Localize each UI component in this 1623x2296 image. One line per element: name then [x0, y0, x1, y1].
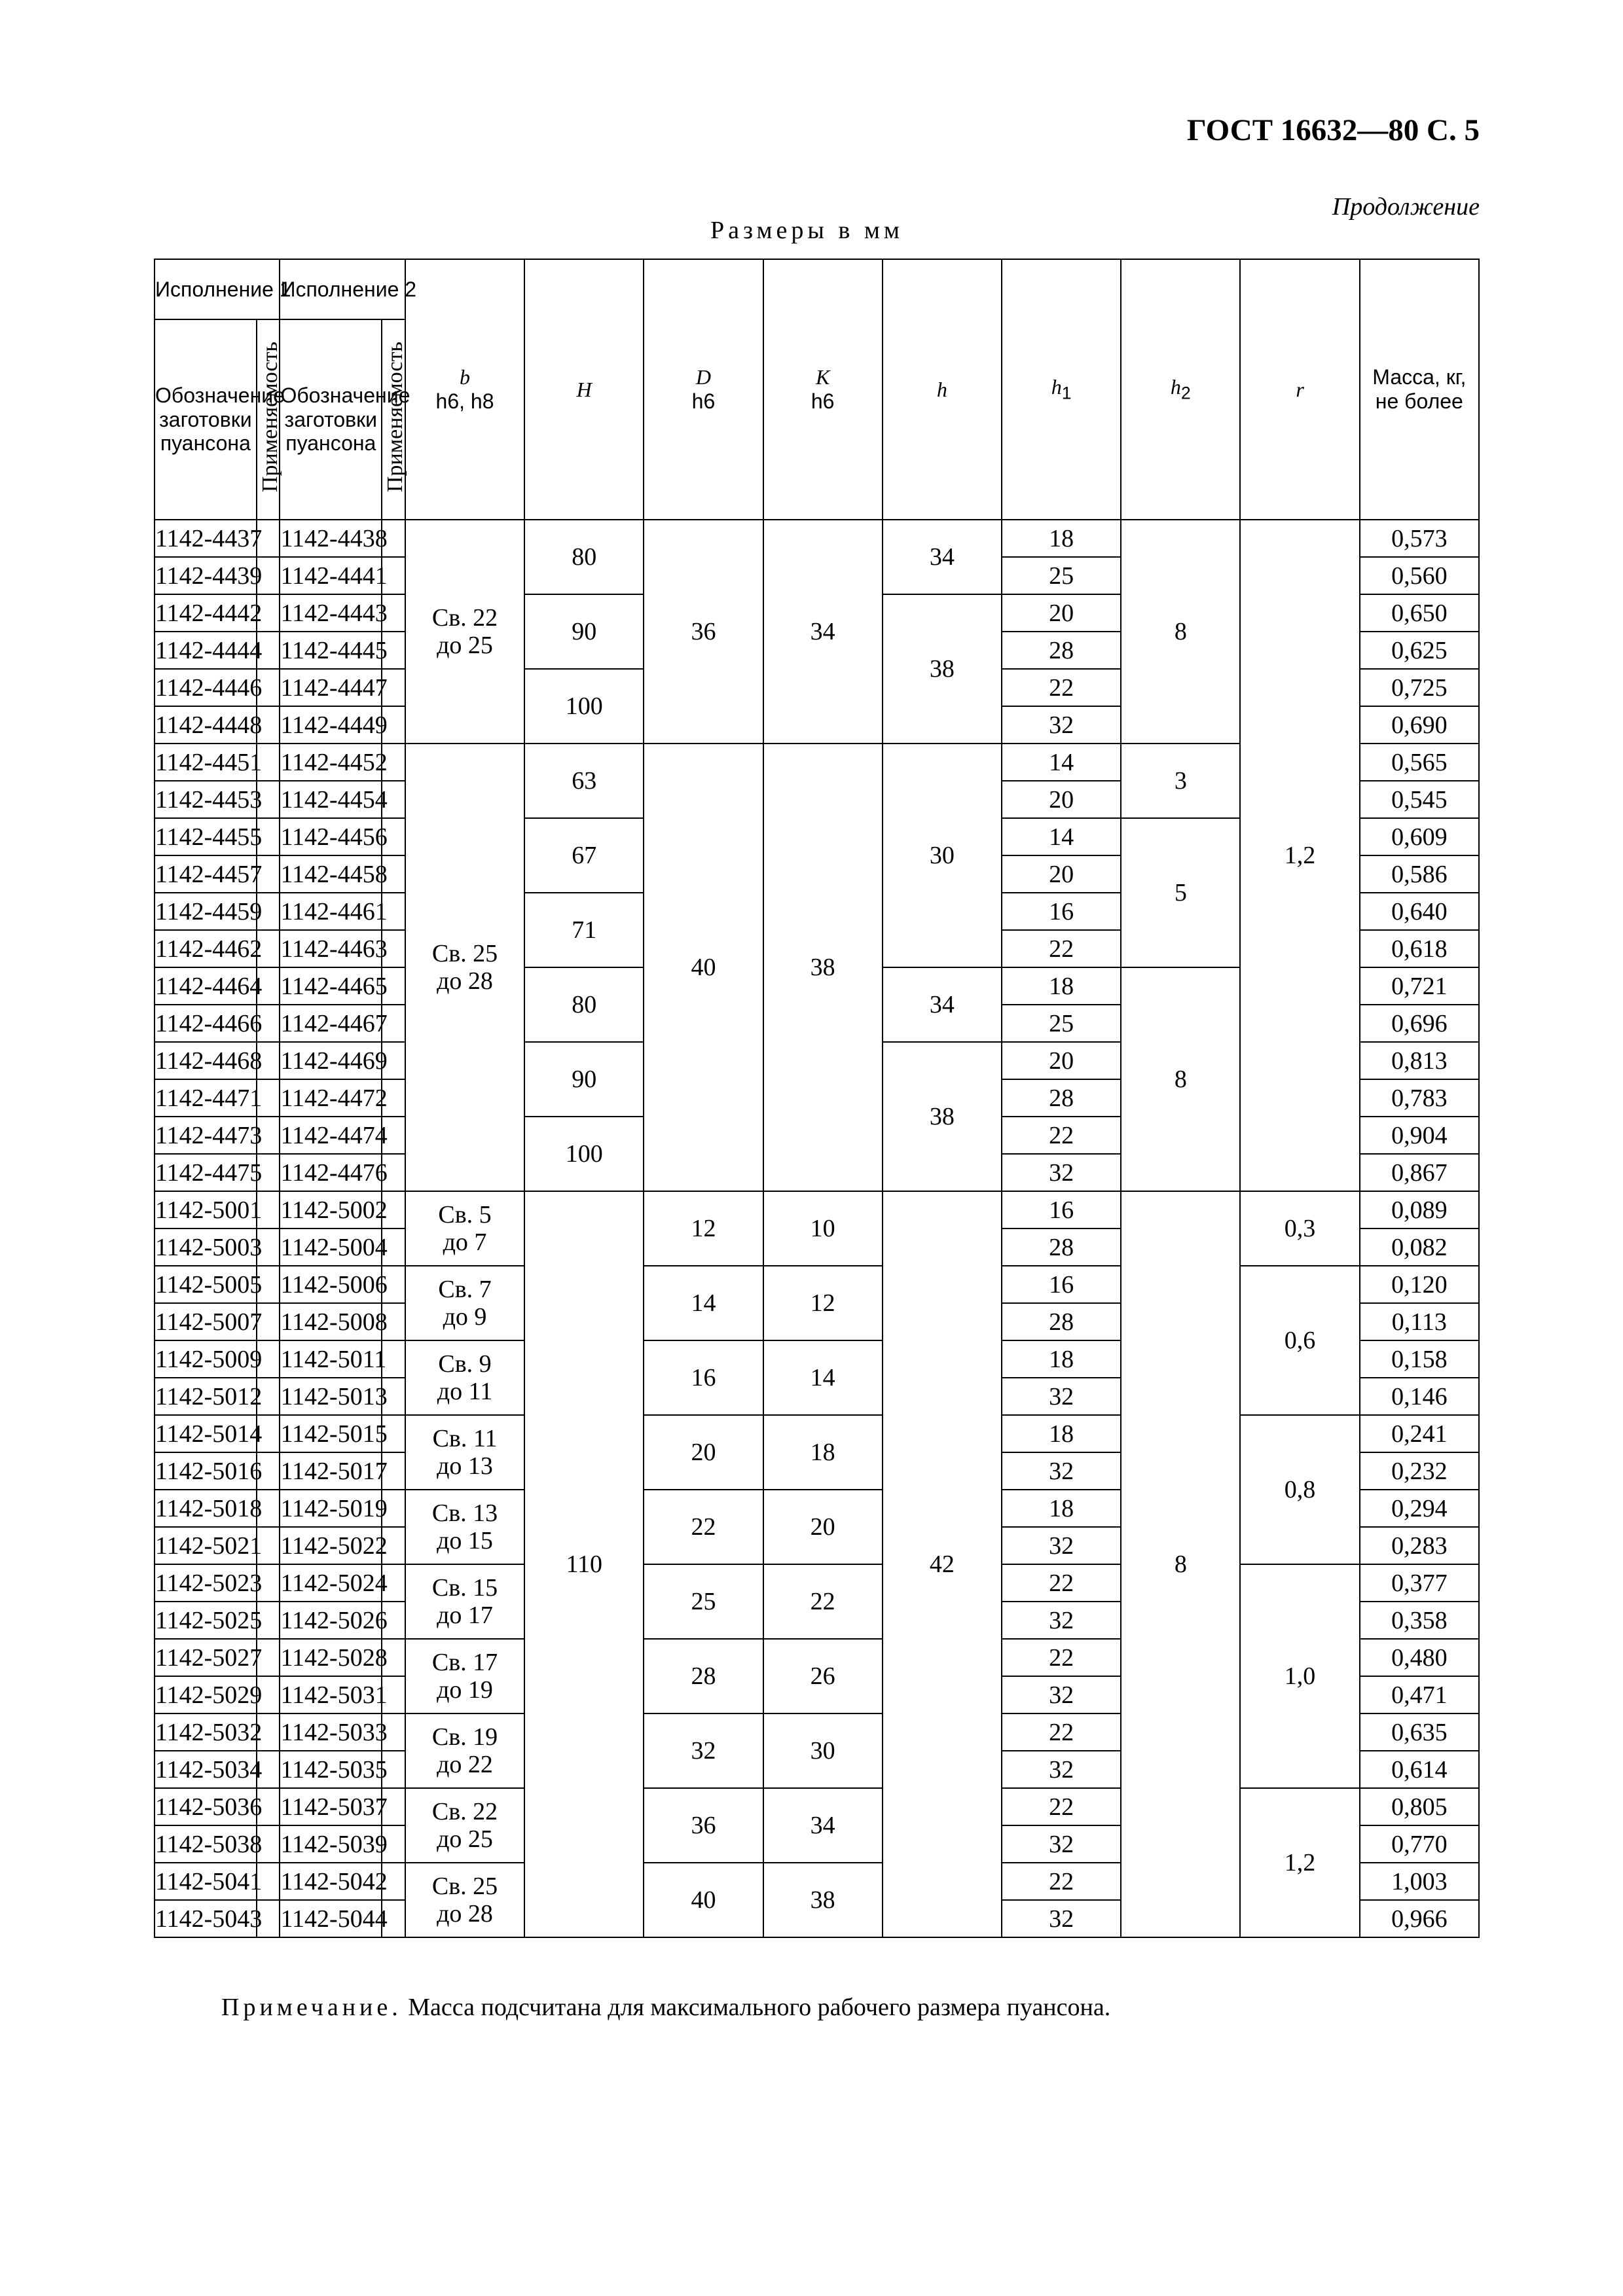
cell-designation-2: 1142-5042 [280, 1863, 382, 1900]
cell-h: 30 [883, 744, 1002, 967]
cell-H: 110 [524, 1191, 644, 1937]
cell-h1: 22 [1002, 669, 1121, 706]
cell-designation-1: 1142-5021 [155, 1527, 257, 1564]
cell-r: 0,3 [1240, 1191, 1359, 1266]
cell-designation-1: 1142-4453 [155, 781, 257, 818]
cell-h1: 32 [1002, 1154, 1121, 1191]
cell-h1: 20 [1002, 781, 1121, 818]
cell-h1: 16 [1002, 1191, 1121, 1229]
header-r [1240, 259, 1359, 520]
cell-mass: 0,650 [1360, 594, 1479, 632]
cell-designation-1: 1142-5012 [155, 1378, 257, 1415]
cell-mass: 0,618 [1360, 930, 1479, 967]
cell-K: 34 [763, 1788, 883, 1863]
cell-H: 80 [524, 520, 644, 594]
cell-mass: 0,867 [1360, 1154, 1479, 1191]
applicability-label-2: Применяемость [383, 342, 408, 493]
cell-H: 63 [524, 744, 644, 818]
cell-b [405, 1266, 524, 1340]
cell-designation-2: 1142-4467 [280, 1005, 382, 1042]
cell-designation-1: 1142-4446 [155, 669, 257, 706]
cell-h1: 22 [1002, 1117, 1121, 1154]
cell-mass: 0,113 [1360, 1303, 1479, 1340]
cell-K: 38 [763, 1863, 883, 1937]
cell-designation-2: 1142-5013 [280, 1378, 382, 1415]
cell-b-from: Св. 25 [431, 940, 498, 967]
cell-h1: 14 [1002, 818, 1121, 855]
cell-designation-1: 1142-5023 [155, 1564, 257, 1602]
cell-designation-1: 1142-4448 [155, 706, 257, 744]
header-D-tolerance: h6 [691, 389, 716, 413]
cell-K: 18 [763, 1415, 883, 1490]
cell-mass: 0,241 [1360, 1415, 1479, 1452]
cell-D: 22 [644, 1490, 763, 1564]
cell-designation-1: 1142-5014 [155, 1415, 257, 1452]
cell-h1: 32 [1002, 1825, 1121, 1863]
cell-mass: 0,696 [1360, 1005, 1479, 1042]
cell-designation-2: 1142-4469 [280, 1042, 382, 1079]
header-K-symbol: K [816, 365, 830, 389]
cell-designation-1: 1142-5036 [155, 1788, 257, 1825]
cell-designation-2: 1142-4449 [280, 706, 382, 744]
cell-mass: 0,813 [1360, 1042, 1479, 1079]
header-h1-symbol: h [1051, 375, 1062, 399]
table-row [155, 1266, 1479, 1303]
header-b-symbol: b [460, 365, 471, 389]
cell-h1: 22 [1002, 1788, 1121, 1825]
cell-h1: 22 [1002, 1639, 1121, 1676]
cell-h1: 32 [1002, 1751, 1121, 1788]
table-row [155, 1788, 1479, 1825]
cell-b-to: до 25 [437, 632, 493, 659]
cell-designation-2: 1142-5002 [280, 1191, 382, 1229]
cell-designation-2: 1142-5004 [280, 1229, 382, 1266]
cell-designation-1: 1142-5043 [155, 1900, 257, 1937]
cell-b-to: до 17 [437, 1602, 493, 1629]
cell-designation-2: 1142-5015 [280, 1415, 382, 1452]
cell-h1: 18 [1002, 1415, 1121, 1452]
cell-h2: 3 [1121, 744, 1240, 818]
cell-mass: 0,545 [1360, 781, 1479, 818]
cell-b-from: Св. 7 [438, 1276, 492, 1303]
cell-designation-2: 1142-4458 [280, 855, 382, 893]
cell-mass: 0,805 [1360, 1788, 1479, 1825]
cell-designation-2: 1142-4454 [280, 781, 382, 818]
cell-designation-2: 1142-4441 [280, 557, 382, 594]
cell-mass: 0,614 [1360, 1751, 1479, 1788]
cell-designation-1: 1142-4444 [155, 632, 257, 669]
cell-H: 90 [524, 594, 644, 669]
cell-designation-1: 1142-4475 [155, 1154, 257, 1191]
cell-D: 32 [644, 1713, 763, 1788]
cell-designation-1: 1142-5041 [155, 1863, 257, 1900]
cell-designation-1: 1142-5029 [155, 1676, 257, 1713]
cell-b-to: до 22 [437, 1751, 493, 1778]
footnote-text: Масса подсчитана для максимального рабочего размера пуансона. [408, 1994, 1111, 2021]
cell-mass: 0,480 [1360, 1639, 1479, 1676]
cell-designation-2: 1142-4443 [280, 594, 382, 632]
cell-b-to: до 28 [437, 1900, 493, 1928]
cell-b-from: Св. 17 [431, 1649, 498, 1676]
cell-b-from: Св. 25 [431, 1873, 498, 1900]
cell-b-to: до 11 [437, 1378, 493, 1405]
cell-h1: 18 [1002, 520, 1121, 557]
cell-mass: 0,609 [1360, 818, 1479, 855]
cell-designation-2: 1142-4476 [280, 1154, 382, 1191]
cell-designation-1: 1142-5005 [155, 1266, 257, 1303]
cell-b [405, 1490, 524, 1564]
cell-designation-1: 1142-4466 [155, 1005, 257, 1042]
cell-h1: 20 [1002, 855, 1121, 893]
cell-D: 36 [644, 1788, 763, 1863]
cell-r: 1,0 [1240, 1564, 1359, 1788]
cell-mass: 0,471 [1360, 1676, 1479, 1713]
cell-designation-2: 1142-5037 [280, 1788, 382, 1825]
header-h2-subscript: 2 [1180, 383, 1191, 403]
cell-mass: 0,120 [1360, 1266, 1479, 1303]
cell-h1: 25 [1002, 557, 1121, 594]
cell-h1: 18 [1002, 1490, 1121, 1527]
cell-mass: 0,770 [1360, 1825, 1479, 1863]
cell-designation-2: 1142-5031 [280, 1676, 382, 1713]
header-D-symbol: D [695, 365, 711, 389]
cell-designation-1: 1142-5001 [155, 1191, 257, 1229]
cell-K: 12 [763, 1266, 883, 1340]
cell-K: 34 [763, 520, 883, 744]
header-b-tolerance: h6, h8 [435, 389, 494, 413]
cell-mass: 0,294 [1360, 1490, 1479, 1527]
cell-h1: 32 [1002, 1602, 1121, 1639]
cell-b-to: до 15 [437, 1527, 493, 1554]
cell-designation-1: 1142-5038 [155, 1825, 257, 1863]
cell-designation-1: 1142-5032 [155, 1713, 257, 1751]
cell-h: 34 [883, 967, 1002, 1042]
cell-h2: 8 [1121, 1191, 1240, 1937]
cell-h1: 32 [1002, 1676, 1121, 1713]
cell-mass: 0,966 [1360, 1900, 1479, 1937]
cell-h1: 22 [1002, 1863, 1121, 1900]
cell-h2: 8 [1121, 520, 1240, 744]
header-h2 [1121, 259, 1240, 520]
cell-b [405, 1340, 524, 1415]
cell-h1: 32 [1002, 1452, 1121, 1490]
applicability-label-1: Применяемость [257, 342, 282, 493]
header-D [644, 259, 763, 520]
cell-r: 1,2 [1240, 520, 1359, 1191]
cell-b [405, 1191, 524, 1266]
cell-mass: 0,725 [1360, 669, 1479, 706]
cell-designation-2: 1142-5033 [280, 1713, 382, 1751]
cell-mass: 0,625 [1360, 632, 1479, 669]
cell-designation-2: 1142-4472 [280, 1079, 382, 1117]
cell-designation-2: 1142-4438 [280, 520, 382, 557]
cell-r: 0,8 [1240, 1415, 1359, 1564]
cell-H: 71 [524, 893, 644, 967]
cell-designation-1: 1142-4462 [155, 930, 257, 967]
cell-mass: 0,146 [1360, 1378, 1479, 1415]
cell-b [405, 1415, 524, 1490]
cell-mass: 0,573 [1360, 520, 1479, 557]
cell-designation-2: 1142-4452 [280, 744, 382, 781]
cell-mass: 0,560 [1360, 557, 1479, 594]
cell-h2: 5 [1121, 818, 1240, 967]
cell-designation-1: 1142-4439 [155, 557, 257, 594]
cell-designation-2: 1142-5011 [280, 1340, 382, 1378]
cell-designation-1: 1142-5027 [155, 1639, 257, 1676]
header-h1 [1002, 259, 1121, 520]
cell-designation-1: 1142-4468 [155, 1042, 257, 1079]
table-row [155, 1564, 1479, 1602]
cell-mass: 0,158 [1360, 1340, 1479, 1378]
cell-b [405, 1788, 524, 1863]
cell-mass: 0,082 [1360, 1229, 1479, 1266]
cell-designation-1: 1142-4437 [155, 520, 257, 557]
cell-h1: 32 [1002, 1527, 1121, 1564]
table-body [155, 520, 1479, 1937]
cell-D: 16 [644, 1340, 763, 1415]
cell-H: 100 [524, 1117, 644, 1191]
cell-H: 90 [524, 1042, 644, 1117]
cell-designation-2: 1142-5028 [280, 1639, 382, 1676]
cell-mass: 0,377 [1360, 1564, 1479, 1602]
cell-designation-1: 1142-4457 [155, 855, 257, 893]
cell-b [405, 1863, 524, 1937]
header-applicability-2 [382, 319, 408, 520]
cell-b-from: Св. 19 [431, 1723, 498, 1751]
cell-designation-1: 1142-4451 [155, 744, 257, 781]
cell-mass: 0,721 [1360, 967, 1479, 1005]
cell-designation-2: 1142-4463 [280, 930, 382, 967]
header-H-symbol: H [576, 377, 592, 401]
header-mass: Масса, кг, не более [1360, 259, 1479, 520]
cell-b-to: до 13 [437, 1452, 493, 1480]
cell-mass: 0,358 [1360, 1602, 1479, 1639]
cell-H: 100 [524, 669, 644, 744]
cell-h1: 28 [1002, 1079, 1121, 1117]
cell-designation-1: 1142-4459 [155, 893, 257, 930]
cell-b-from: Св. 13 [431, 1499, 498, 1527]
cell-D: 14 [644, 1266, 763, 1340]
cell-h1: 22 [1002, 1564, 1121, 1602]
cell-H: 80 [524, 967, 644, 1042]
cell-D: 36 [644, 520, 763, 744]
cell-H: 67 [524, 818, 644, 893]
header-applicability-1 [257, 319, 280, 520]
cell-designation-2: 1142-5024 [280, 1564, 382, 1602]
cell-h1: 32 [1002, 706, 1121, 744]
cell-designation-2: 1142-5039 [280, 1825, 382, 1863]
cell-designation-2: 1142-4461 [280, 893, 382, 930]
cell-designation-2: 1142-4445 [280, 632, 382, 669]
page-header: ГОСТ 16632—80 С. 5 [1186, 113, 1480, 147]
cell-b [405, 1713, 524, 1788]
header-designation-1: Обозначение заготовки пуансона [155, 319, 257, 520]
cell-designation-2: 1142-5017 [280, 1452, 382, 1490]
cell-h: 42 [883, 1191, 1002, 1937]
cell-b [405, 744, 524, 1191]
cell-h: 38 [883, 1042, 1002, 1191]
header-designation-2: Обозначение заготовки пуансона [280, 319, 382, 520]
cell-r: 0,6 [1240, 1266, 1359, 1415]
header-h [883, 259, 1002, 520]
header-h-symbol: h [936, 377, 947, 401]
cell-h1: 14 [1002, 744, 1121, 781]
cell-designation-1: 1142-5034 [155, 1751, 257, 1788]
cell-designation-1: 1142-4442 [155, 594, 257, 632]
cell-b-from: Св. 22 [431, 604, 498, 632]
cell-K: 10 [763, 1191, 883, 1266]
cell-mass: 1,003 [1360, 1863, 1479, 1900]
cell-K: 38 [763, 744, 883, 1191]
cell-h: 34 [883, 520, 1002, 594]
cell-designation-2: 1142-4465 [280, 967, 382, 1005]
cell-designation-2: 1142-4456 [280, 818, 382, 855]
cell-b-from: Св. 5 [438, 1201, 492, 1229]
cell-h1: 16 [1002, 893, 1121, 930]
cell-mass: 0,635 [1360, 1713, 1479, 1751]
cell-h1: 22 [1002, 1713, 1121, 1751]
table-row [155, 520, 1479, 557]
cell-h1: 28 [1002, 632, 1121, 669]
cell-h1: 16 [1002, 1266, 1121, 1303]
header-r-symbol: r [1296, 377, 1304, 401]
cell-designation-1: 1142-5003 [155, 1229, 257, 1266]
footnote [221, 1993, 1110, 2022]
cell-b-to: до 19 [437, 1676, 493, 1704]
cell-b-to: до 9 [443, 1303, 487, 1331]
cell-designation-1: 1142-4455 [155, 818, 257, 855]
cell-mass: 0,586 [1360, 855, 1479, 893]
cell-mass: 0,904 [1360, 1117, 1479, 1154]
header-variant-2: Исполнение 2 [280, 259, 405, 319]
cell-designation-2: 1142-5008 [280, 1303, 382, 1340]
header-H [524, 259, 644, 520]
cell-D: 40 [644, 744, 763, 1191]
cell-K: 14 [763, 1340, 883, 1415]
cell-mass: 0,089 [1360, 1191, 1479, 1229]
cell-b-from: Св. 9 [438, 1350, 492, 1378]
cell-D: 25 [644, 1564, 763, 1639]
cell-D: 28 [644, 1639, 763, 1713]
cell-K: 22 [763, 1564, 883, 1639]
cell-designation-2: 1142-5044 [280, 1900, 382, 1937]
cell-designation-1: 1142-5018 [155, 1490, 257, 1527]
cell-h1: 25 [1002, 1005, 1121, 1042]
cell-mass: 0,232 [1360, 1452, 1479, 1490]
cell-designation-2: 1142-5022 [280, 1527, 382, 1564]
cell-h1: 20 [1002, 594, 1121, 632]
footnote-label: Примечание. [221, 1994, 402, 2021]
cell-designation-1: 1142-5009 [155, 1340, 257, 1378]
cell-h2: 8 [1121, 967, 1240, 1191]
cell-mass: 0,565 [1360, 744, 1479, 781]
cell-b-to: до 28 [437, 967, 493, 995]
cell-designation-2: 1142-5026 [280, 1602, 382, 1639]
cell-h1: 28 [1002, 1303, 1121, 1340]
cell-designation-1: 1142-5007 [155, 1303, 257, 1340]
table-row [155, 1415, 1479, 1452]
cell-designation-1: 1142-4473 [155, 1117, 257, 1154]
cell-designation-1: 1142-4464 [155, 967, 257, 1005]
cell-designation-2: 1142-5006 [280, 1266, 382, 1303]
cell-b [405, 520, 524, 744]
cell-designation-2: 1142-5019 [280, 1490, 382, 1527]
header-h1-subscript: 1 [1061, 383, 1072, 403]
cell-mass: 0,283 [1360, 1527, 1479, 1564]
continuation-label: Продолжение [1332, 193, 1480, 221]
header-K [763, 259, 883, 520]
cell-b-to: до 25 [437, 1825, 493, 1853]
cell-designation-1: 1142-4471 [155, 1079, 257, 1117]
cell-b-from: Св. 22 [431, 1798, 498, 1825]
cell-K: 26 [763, 1639, 883, 1713]
cell-b-from: Св. 11 [432, 1425, 498, 1452]
cell-b [405, 1564, 524, 1639]
cell-designation-1: 1142-5025 [155, 1602, 257, 1639]
cell-b-to: до 7 [443, 1229, 487, 1256]
cell-mass: 0,690 [1360, 706, 1479, 744]
cell-designation-2: 1142-4474 [280, 1117, 382, 1154]
dimensions-table [154, 259, 1480, 1938]
cell-designation-2: 1142-5035 [280, 1751, 382, 1788]
cell-h1: 28 [1002, 1229, 1121, 1266]
header-variant-1: Исполнение 1 [155, 259, 280, 319]
cell-mass: 0,783 [1360, 1079, 1479, 1117]
cell-D: 40 [644, 1863, 763, 1937]
cell-b [405, 1639, 524, 1713]
units-caption: Размеры в мм [710, 217, 903, 244]
cell-mass: 0,640 [1360, 893, 1479, 930]
cell-K: 30 [763, 1713, 883, 1788]
cell-D: 12 [644, 1191, 763, 1266]
cell-h1: 20 [1002, 1042, 1121, 1079]
cell-h1: 18 [1002, 967, 1121, 1005]
header-b [405, 259, 524, 520]
table-header [155, 259, 1479, 520]
cell-h1: 18 [1002, 1340, 1121, 1378]
cell-K: 20 [763, 1490, 883, 1564]
cell-h: 38 [883, 594, 1002, 744]
cell-h1: 32 [1002, 1900, 1121, 1937]
cell-b-from: Св. 15 [431, 1574, 498, 1602]
table-row [155, 1191, 1479, 1229]
header-K-tolerance: h6 [811, 389, 835, 413]
cell-designation-2: 1142-4447 [280, 669, 382, 706]
header-h2-symbol: h [1170, 375, 1181, 399]
cell-D: 20 [644, 1415, 763, 1490]
cell-r: 1,2 [1240, 1788, 1359, 1937]
cell-h1: 22 [1002, 930, 1121, 967]
cell-designation-1: 1142-5016 [155, 1452, 257, 1490]
cell-h1: 32 [1002, 1378, 1121, 1415]
